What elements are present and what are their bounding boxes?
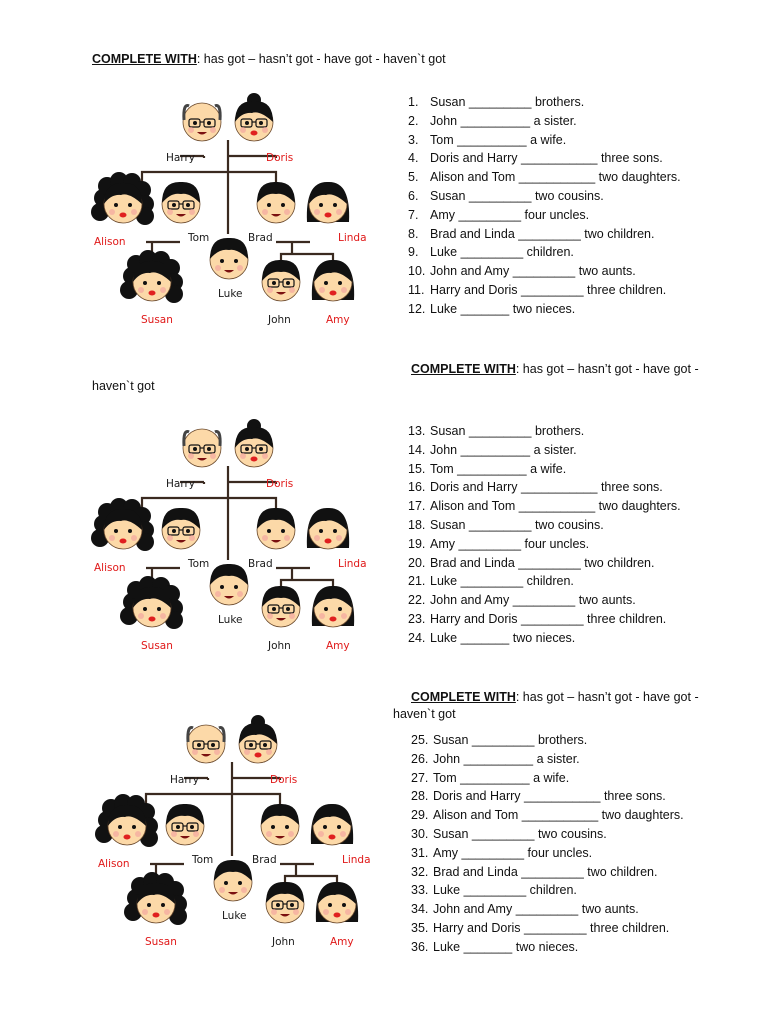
person-doris [235,93,273,141]
family-tree-diagram [88,92,378,337]
person-linda [307,508,349,549]
exercise-item [408,441,681,460]
item-number: 14. [408,442,426,457]
connector-line [146,794,232,804]
item-sentence: Doris and Harry ___________ three sons. [433,789,666,804]
exercise-item [411,900,684,919]
item-sentence: Alison and Tom ___________ two daughters. [433,808,684,823]
item-sentence: Alison and Tom ___________ two daughters. [430,170,681,185]
item-number: 35. [411,920,429,935]
name-label-brad: Brad [252,854,277,866]
exercise-list-3 [411,731,684,957]
family-tree-diagram [92,714,382,959]
item-number: 25. [411,733,429,747]
name-label-amy: Amy [330,936,354,948]
person-amy [312,586,354,627]
item-number: 30. [411,826,429,841]
exercise-item [408,610,681,629]
exercise-item [408,300,681,319]
item-number: 26. [411,751,429,766]
person-alison [91,498,154,551]
item-number: 24. [408,630,426,645]
person-brad [257,508,295,549]
item-number: 15. [408,461,426,476]
family-tree-1 [88,92,378,337]
item-number: 6. [408,188,419,203]
item-number: 10. [408,264,426,279]
item-sentence: Harry and Doris _________ three children. [430,611,667,626]
exercise-item [411,806,684,825]
exercise-item [408,422,681,441]
item-sentence: Luke _______ two nieces. [430,630,576,645]
name-label-luke: Luke [218,288,243,300]
item-sentence: Susan _________ brothers. [430,95,585,109]
name-label-harry: Harry [166,478,195,490]
name-label-john: John [268,640,291,652]
item-sentence: Amy _________ four uncles. [433,845,593,860]
family-tree-3 [92,714,382,959]
name-label-tom: Tom [192,854,214,866]
name-label-alison: Alison [94,236,126,248]
exercise-item [408,149,681,168]
person-harry [183,103,221,141]
name-label-amy: Amy [326,314,350,326]
item-sentence: Brad and Linda _________ two children. [430,226,655,241]
name-label-linda: Linda [342,854,371,866]
exercise-item [411,919,684,938]
person-linda [307,182,349,223]
item-sentence: Tom __________ a wife. [430,132,567,147]
exercise-list-1 [408,93,681,319]
person-susan [120,250,183,303]
name-label-brad: Brad [248,232,273,244]
instruction-heading: COMPLETE WITH [411,362,516,376]
item-sentence: Susan _________ two cousins. [433,826,607,841]
item-number: 12. [408,301,426,316]
person-john [262,260,300,301]
connector-line [232,794,280,804]
item-sentence: John __________ a sister. [430,442,577,457]
item-sentence: Luke _________ children. [433,883,577,898]
item-sentence: John and Amy _________ two aunts. [430,593,636,608]
item-sentence: Alison and Tom ___________ two daughters. [430,499,681,514]
name-label-brad: Brad [248,558,273,570]
name-label-tom: Tom [188,558,210,570]
person-harry [187,725,225,763]
item-sentence: John __________ a sister. [433,751,580,766]
family-tree-diagram [88,418,378,663]
instruction-heading: COMPLETE WITH [92,52,197,66]
name-label-luke: Luke [218,614,243,626]
item-number: 9. [408,245,419,260]
person-linda [311,804,353,845]
exercise-item [408,460,681,479]
item-number: 29. [411,808,429,823]
name-label-harry: Harry [170,774,199,786]
item-number: 31. [411,845,429,860]
exercise-item [408,131,681,150]
person-luke [210,238,248,279]
exercise-item [411,750,684,769]
item-sentence: John __________ a sister. [430,113,577,128]
exercise-list-2 [408,422,681,648]
exercise-item [408,112,681,131]
item-number: 11. [408,282,425,297]
item-number: 36. [411,939,429,954]
exercise-item [408,168,681,187]
item-sentence: Susan _________ two cousins. [430,188,604,203]
item-sentence: Harry and Doris _________ three children. [430,282,667,297]
item-number: 5. [408,170,419,185]
name-label-doris: Doris [270,774,298,786]
connector-line [142,498,228,508]
exercise-item [408,572,681,591]
item-number: 13. [408,424,426,438]
item-number: 2. [408,113,419,128]
item-number: 7. [408,207,419,222]
exercise-item [408,206,681,225]
connector-line [142,172,228,182]
person-brad [261,804,299,845]
person-alison [91,172,154,225]
item-number: 33. [411,883,429,898]
item-number: 16. [408,480,426,495]
item-sentence: John and Amy _________ two aunts. [430,264,636,279]
person-tom [162,182,200,223]
person-john [262,586,300,627]
person-tom [162,508,200,549]
item-sentence: Harry and Doris _________ three children. [433,920,670,935]
exercise-item [411,825,684,844]
item-number: 17. [408,499,426,514]
exercise-item [408,281,681,300]
item-sentence: Susan _________ two cousins. [430,517,604,532]
instruction-options: : has got – hasn’t got - have got - [515,362,699,376]
item-sentence: Luke _______ two nieces. [433,939,579,954]
exercise-item [408,535,681,554]
item-sentence: Amy _________ four uncles. [430,207,590,222]
instruction-options: : has got – hasn’t got - have got - haven`t got [196,52,446,66]
instruction-1 [92,50,446,69]
exercise-item [408,187,681,206]
exercise-item [411,731,684,750]
exercise-item [408,591,681,610]
item-number: 21. [408,574,426,589]
item-sentence: John and Amy _________ two aunts. [433,902,639,917]
item-number: 19. [408,536,426,551]
exercise-item [408,554,681,573]
name-label-amy: Amy [326,640,350,652]
exercise-item [411,787,684,806]
exercise-item [408,516,681,535]
item-number: 18. [408,517,426,532]
instruction-2-wrap: haven`t got [92,379,155,393]
person-susan [124,872,187,925]
instruction-2 [411,360,699,379]
item-sentence: Luke _______ two nieces. [430,301,576,316]
exercise-item [411,769,684,788]
item-sentence: Brad and Linda _________ two children. [433,864,658,879]
item-number: 8. [408,226,419,241]
person-amy [312,260,354,301]
exercise-item [408,262,681,281]
item-sentence: Doris and Harry ___________ three sons. [430,480,663,495]
item-sentence: Luke _________ children. [430,574,574,589]
name-label-john: John [268,314,291,326]
item-number: 28. [411,789,429,804]
person-harry [183,429,221,467]
connector-line [281,242,333,260]
name-label-susan: Susan [141,314,173,326]
item-number: 27. [411,770,429,785]
name-label-doris: Doris [266,152,294,164]
name-label-linda: Linda [338,232,367,244]
family-tree-2 [88,418,378,663]
instruction-3-wrap: haven`t got [393,707,456,721]
item-number: 23. [408,611,426,626]
connector-line [228,172,276,182]
person-alison [95,794,158,847]
item-sentence: Susan _________ brothers. [430,424,585,438]
instruction-3 [411,688,699,707]
name-label-alison: Alison [98,858,130,870]
item-sentence: Luke _________ children. [430,245,574,260]
name-label-susan: Susan [145,936,177,948]
instruction-options: : has got – hasn’t got - have got - [515,690,699,704]
connector-line [285,864,337,882]
item-number: 3. [408,132,419,147]
person-doris [239,715,277,763]
connector-line [281,568,333,586]
person-luke [210,564,248,605]
name-label-john: John [272,936,295,948]
item-number: 1. [408,95,419,109]
person-tom [166,804,204,845]
instruction-heading: COMPLETE WITH [411,690,516,704]
person-luke [214,860,252,901]
exercise-item [408,243,681,262]
item-sentence: Doris and Harry ___________ three sons. [430,151,663,166]
item-number: 32. [411,864,429,879]
name-label-doris: Doris [266,478,294,490]
item-sentence: Amy _________ four uncles. [430,536,590,551]
person-doris [235,419,273,467]
person-brad [257,182,295,223]
name-label-harry: Harry [166,152,195,164]
item-sentence: Susan _________ brothers. [433,733,588,747]
item-number: 20. [408,555,426,570]
exercise-item [411,938,684,957]
person-susan [120,576,183,629]
name-label-susan: Susan [141,640,173,652]
item-number: 34. [411,902,429,917]
name-label-tom: Tom [188,232,210,244]
person-john [266,882,304,923]
name-label-luke: Luke [222,910,247,922]
connector-line [228,498,276,508]
name-label-linda: Linda [338,558,367,570]
item-number: 22. [408,593,426,608]
person-amy [316,882,358,923]
exercise-item [408,478,681,497]
exercise-item [408,629,681,648]
item-number: 4. [408,151,419,166]
exercise-item [408,225,681,244]
exercise-item [408,497,681,516]
exercise-item [408,93,681,112]
item-sentence: Tom __________ a wife. [430,461,567,476]
item-sentence: Brad and Linda _________ two children. [430,555,655,570]
item-sentence: Tom __________ a wife. [433,770,570,785]
exercise-item [411,863,684,882]
exercise-item [411,844,684,863]
name-label-alison: Alison [94,562,126,574]
exercise-item [411,881,684,900]
